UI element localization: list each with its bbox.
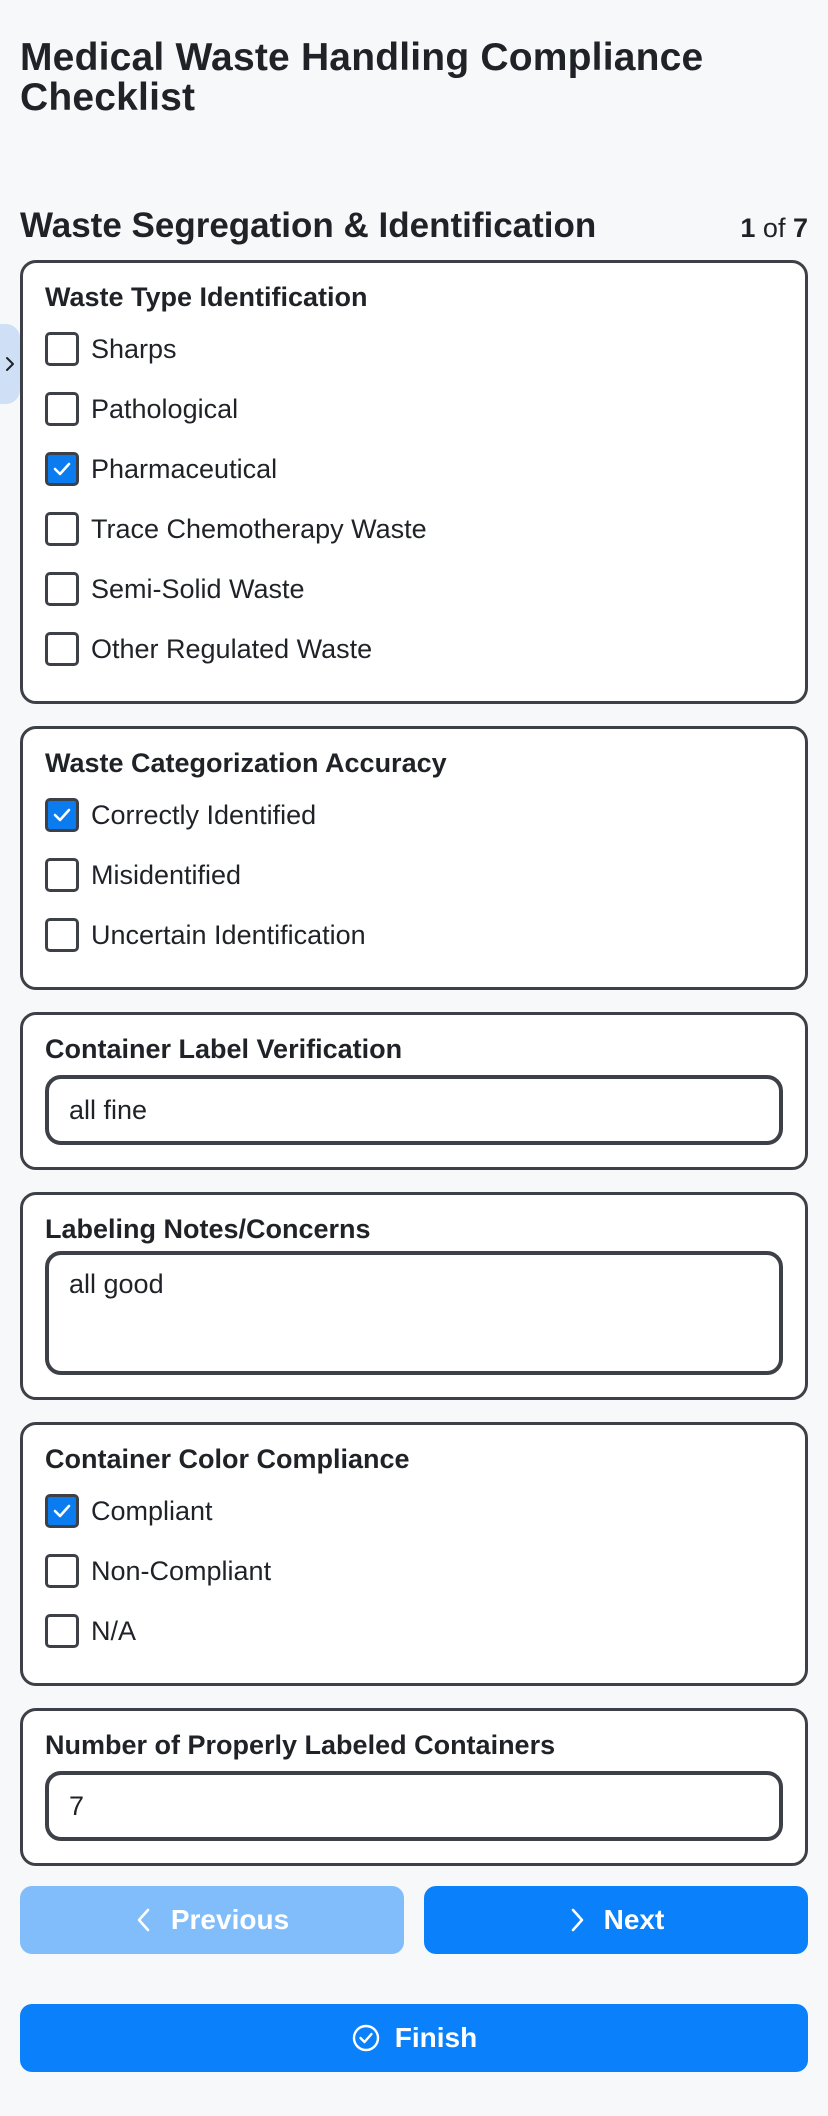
waste-type-card [20,260,808,704]
side-panel-toggle[interactable] [0,324,20,404]
labeling-notes-textarea[interactable] [45,1251,783,1375]
page-indicator [740,213,808,244]
option-label: Non-Compliant [91,1555,272,1586]
checkbox[interactable] [45,512,79,546]
previous-button[interactable] [20,1886,404,1954]
chevron-left-icon [135,1906,153,1934]
total-pages: 7 [792,213,808,243]
waste-type-option-pharmaceutical[interactable] [45,439,783,499]
label-verification-input[interactable] [45,1075,783,1145]
next-button-label: Next [603,1904,665,1935]
checkbox[interactable] [45,858,79,892]
current-page: 1 [740,213,756,243]
color-compliance-option-non-compliant[interactable] [45,1541,783,1601]
option-label: Other Regulated Waste [91,633,373,664]
labeled-containers-input[interactable] [45,1771,783,1841]
next-button[interactable] [424,1886,808,1954]
color-compliance-option-na[interactable] [45,1601,783,1661]
section-title: Waste Segregation & Identification [20,206,597,245]
labeled-containers-card [20,1708,808,1866]
labeling-notes-label: Labeling Notes/Concerns [45,1214,371,1244]
checkbox[interactable] [45,1554,79,1588]
waste-type-option-pathological[interactable] [45,379,783,439]
waste-type-option-sharps[interactable] [45,319,783,379]
categorization-option-uncertain[interactable] [45,905,783,965]
navigation-row [20,1886,808,1954]
finish-button[interactable] [20,2004,808,2072]
checkbox[interactable] [45,332,79,366]
labeling-notes-card [20,1192,808,1400]
waste-type-options [45,319,783,679]
check-icon [51,458,73,480]
page-title: Medical Waste Handling Compliance Checklist [20,36,704,119]
check-icon [51,804,73,826]
chevron-right-icon [4,354,16,374]
color-compliance-label: Container Color Compliance [45,1444,410,1474]
checkbox[interactable] [45,1614,79,1648]
checkbox[interactable] [45,798,79,832]
checkbox[interactable] [45,632,79,666]
check-icon [51,1500,73,1522]
categorization-option-misidentified[interactable] [45,845,783,905]
waste-type-option-trace-chemotherapy[interactable] [45,499,783,559]
color-compliance-options [45,1481,783,1661]
waste-type-option-other-regulated[interactable] [45,619,783,679]
chevron-right-icon [568,1906,586,1934]
color-compliance-option-compliant[interactable] [45,1481,783,1541]
option-label: Pharmaceutical [91,453,278,484]
checkbox[interactable] [45,572,79,606]
categorization-label: Waste Categorization Accuracy [45,748,447,778]
label-verification-card [20,1012,808,1170]
label-verification-label: Container Label Verification [45,1034,403,1064]
checkbox[interactable] [45,918,79,952]
categorization-card [20,726,808,990]
option-label: Uncertain Identification [91,919,366,950]
option-label: Semi-Solid Waste [91,573,305,604]
finish-button-label: Finish [394,2022,478,2053]
section-header [20,206,808,246]
option-label: Pathological [91,393,239,424]
waste-type-option-semi-solid[interactable] [45,559,783,619]
option-label: Trace Chemotherapy Waste [91,513,427,544]
categorization-option-correct[interactable] [45,785,783,845]
checkbox[interactable] [45,1494,79,1528]
checkbox[interactable] [45,452,79,486]
option-label: N/A [91,1615,137,1646]
previous-button-label: Previous [170,1904,290,1935]
option-label: Correctly Identified [91,799,317,830]
labeled-containers-label: Number of Properly Labeled Containers [45,1730,556,1760]
check-circle-icon [351,2023,381,2053]
checkbox[interactable] [45,392,79,426]
waste-type-label: Waste Type Identification [45,282,368,312]
color-compliance-card [20,1422,808,1686]
page-of-label: of [762,213,786,243]
option-label: Misidentified [91,859,242,890]
option-label: Compliant [91,1495,213,1526]
categorization-options [45,785,783,965]
option-label: Sharps [91,333,177,364]
